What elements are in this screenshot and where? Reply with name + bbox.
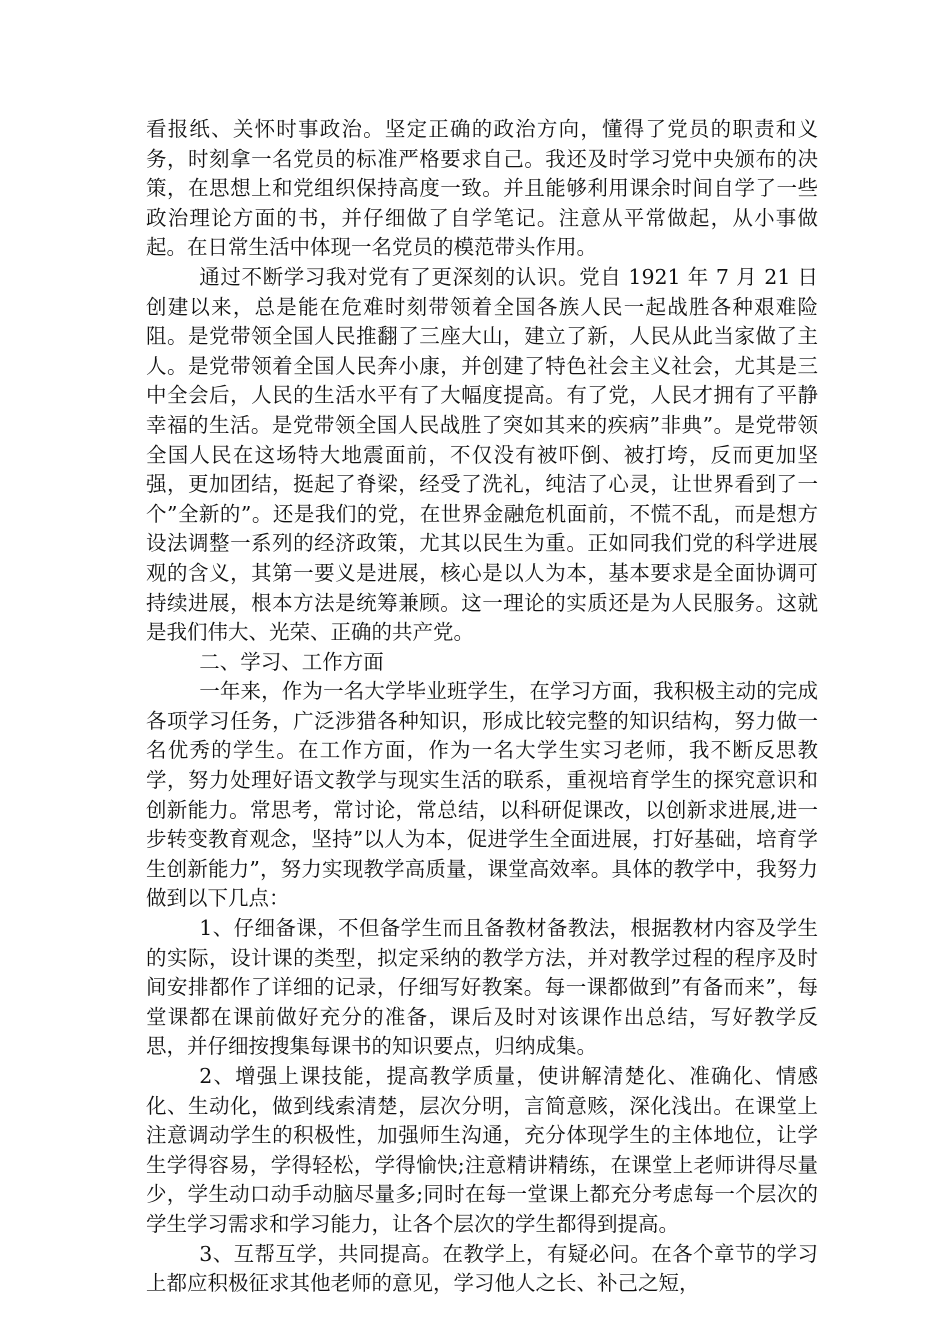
section-heading-study-work: 二、学习、工作方面 (199, 649, 384, 674)
paragraph-party-study-continued: 看报纸、关怀时事政治。坚定正确的政治方向，懂得了党员的职责和义务，时刻拿一名党员的标准严格要求自己。我还及时学习党中央颁布的决策，在思想上和党组织保持高度一致。并且能够利用课余时间自学了一些政治理论方面的书，并仔细做了自学笔记。注意从平常做起，从小事做起。在日常生活中体现一名党员的模范带头作用。 (146, 117, 818, 260)
document-body (146, 115, 818, 1299)
paragraph-party-understanding: 通过不断学习我对党有了更深刻的认识。党自 1921 年 7 月 21 日创建以来，总是能在危难时刻带领着全国各族人民一起战胜各种艰难险阻。是党带领全国人民推翻了三座大山，建立了新，人民从此当家做了主人。是党带领着全国人民奔小康，并创建了特色社会主义社会，尤其是三中全会后，人民的生活水平有了大幅度提高。有了党，人民才拥有了平静幸福的生活。是党带领全国人民战胜了突如其来的疾病”非典”。是党带领全国人民在这场特大地震面前，不仅没有被吓倒、被打垮，反而更加坚强，更加团结，挺起了脊梁，经受了洗礼，纯洁了心灵，让世界看到了一个”全新的”。还是我们的党，在世界金融危机面前，不慌不乱，而是想方设法调整一系列的经济政策，尤其以民生为重。正如同我们党的科学进展观的含义，其第一要义是进展，核心是以人为本，基本要求是全面协调可持续进展，根本方法是统筹兼顾。这一理论的实质还是为人民服务。这就是我们伟大、光荣、正确的共产党。 (146, 264, 818, 645)
paragraph-point-1-lesson-prep: 1、仔细备课，不但备学生而且备教材备教法，根据教材内容及学生的实际，设计课的类型，拟定采纳的教学方法，并对教学过程的程序及时间安排都作了详细的记录，仔细写好教案。每一课都做到”有备而来”，每堂课都在课前做好充分的准备，课后及时对该课作出总结，写好教学反思，并仔细按搜集每课书的知识要点，归纳成集。 (146, 916, 818, 1059)
paragraph-point-2-teaching-skills: 2、增强上课技能，提高教学质量，使讲解清楚化、准确化、情感化、生动化，做到线索清楚，层次分明，言简意赅，深化浅出。在课堂上注意调动学生的积极性，加强师生沟通，充分体现学生的主体地位，让学生学得容易，学得轻松，学得愉快;注意精讲精练，在课堂上老师讲得尽量少，学生动口动手动脑尽量多;同时在每一堂课上都充分考虑每一个层次的学生学习需求和学习能力，让各个层次的学生都得到提高。 (146, 1064, 818, 1236)
paragraph-point-3-mutual-learning: 3、互帮互学，共同提高。在教学上，有疑必问。在各个章节的学习上都应积极征求其他老师的意见，学习他人之长、补己之短， (146, 1241, 818, 1296)
paragraph-study-work-overview: 一年来，作为一名大学毕业班学生，在学习方面，我积极主动的完成各项学习任务，广泛涉猎各种知识，形成比较完整的知识结构，努力做一名优秀的学生。在工作方面，作为一名大学生实习老师，我不断反思教学，努力处理好语文教学与现实生活的联系，重视培育学生的探究意识和创新能力。常思考，常讨论，常总结，以科研促课改，以创新求进展,进一步转变教育观念，坚持”以人为本，促进学生全面进展，打好基础，培育学生创新能力”，努力实现教学高质量，课堂高效率。具体的教学中，我努力做到以下几点： (146, 679, 818, 911)
